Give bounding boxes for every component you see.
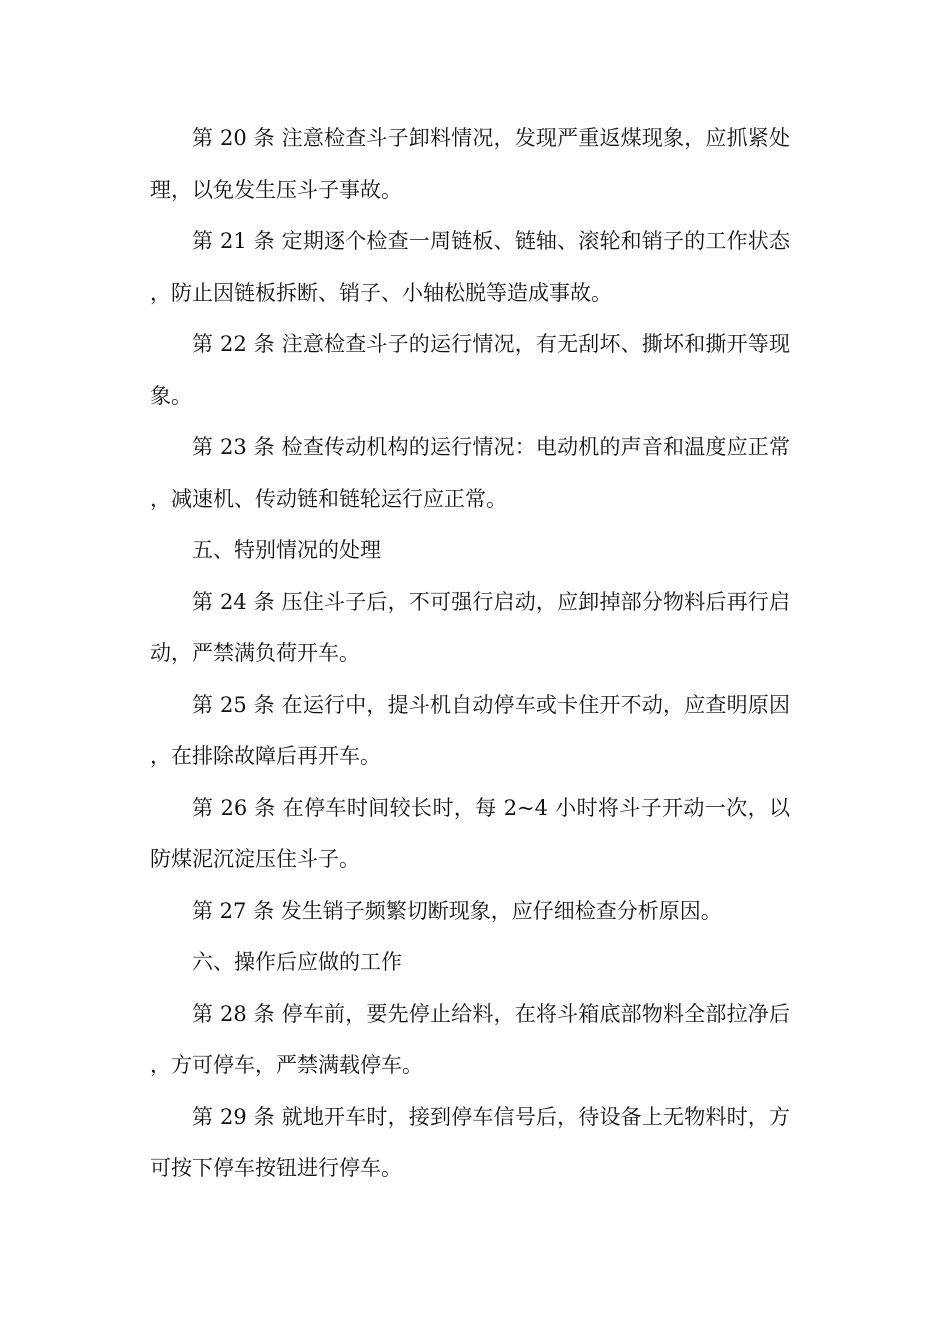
paragraph-article-27: 第 27 条 发生销子频繁切断现象，应仔细检查分析原因。 [192,898,722,923]
paragraph-article-24: 第 24 条 压住斗子后，不可强行启动，应卸掉部分物料后再行启动，严禁满负荷开车。 [150,589,790,665]
document-body [150,113,790,1195]
paragraph-article-28: 第 28 条 停车前，要先停止给料，在将斗箱底部物料全部拉净后，方可停车，严禁满载停车。 [150,1001,790,1077]
paragraph-article-25: 第 25 条 在运行中，提斗机自动停车或卡住开不动，应查明原因，在排除故障后再开车。 [150,692,790,768]
paragraph-article-29: 第 29 条 就地开车时，接到停车信号后，待设备上无物料时，方可按下停车按钮进行停车。 [150,1104,790,1180]
section-heading-post-operation: 六、操作后应做的工作 [192,950,402,974]
section-heading-special-situations: 五、特别情况的处理 [192,538,381,562]
paragraph-article-22: 第 22 条 注意检查斗子的运行情况，有无刮坏、撕坏和撕开等现象。 [150,332,790,408]
paragraph-article-21: 第 21 条 定期逐个检查一周链板、链轴、滚轮和销子的工作状态，防止因链板拆断、销子、小轴松脱等造成事故。 [150,229,790,305]
paragraph-article-20: 第 20 条 注意检查斗子卸料情况，发现严重返煤现象，应抓紧处理，以免发生压斗子事故。 [150,126,790,202]
paragraph-article-23: 第 23 条 检查传动机构的运行情况：电动机的声音和温度应正常，减速机、传动链和链轮运行应正常。 [150,435,790,511]
paragraph-article-26: 第 26 条 在停车时间较长时，每 2~4 小时将斗子开动一次，以防煤泥沉淀压住斗子。 [150,795,790,871]
